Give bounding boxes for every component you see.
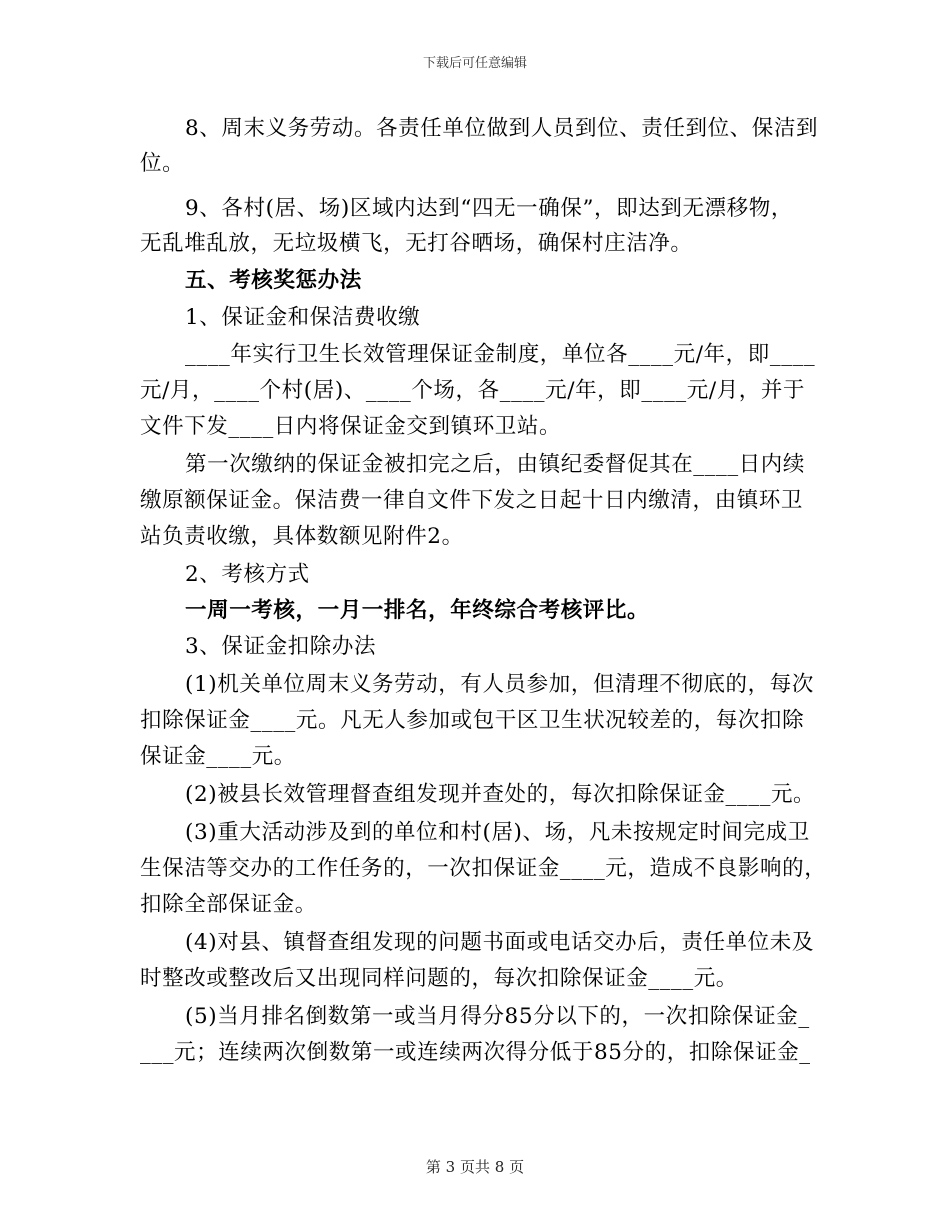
subsection-heading: 2、考核方式 [185,562,310,587]
paragraph-line: 扣除全部保证金。 [140,892,317,917]
section-heading: 五、考核奖惩办法 [185,268,362,293]
page-footer: 第 3 页共 8 页 [425,1158,525,1176]
paragraph-line: 扣除保证金____元。凡无人参加或包干区卫生状况较差的，每次扣除 [140,708,805,733]
paragraph-line: 无乱堆乱放，无垃圾横飞，无打谷晒场，确保村庄洁净。 [140,231,693,256]
paragraph-line: 保证金____元。 [140,744,296,769]
paragraph-line: 元/月，____个村(居)、____个场，各____元/年，即____元/月，并于 [140,378,806,403]
paragraph-line: 第一次缴纳的保证金被扣完之后，由镇纪委督促其在____日内续 [185,452,806,477]
paragraph-line: 缴原额保证金。保洁费一律自文件下发之日起十日内缴清，由镇环卫 [140,488,804,513]
paragraph-line: 生保洁等交办的工作任务的，一次扣保证金____元，造成不良影响的， [140,856,827,881]
paragraph-line: ___元；连续两次倒数第一或连续两次得分低于85分的，扣除保证金_ [140,1040,811,1065]
paragraph-line: 文件下发____日内将保证金交到镇环卫站。 [140,414,562,439]
paragraph-line: 位。 [140,151,185,176]
paragraph-line: 时整改或整改后又出现同样问题的，每次扣除保证金____元。 [140,966,738,991]
paragraph-line: ____年实行卫生长效管理保证金制度，单位各____元/年，即____ [185,342,816,367]
subsection-heading: 1、保证金和保洁费收缴 [185,305,421,330]
list-item-line: (5)当月排名倒数第一或当月得分85分以下的，一次扣除保证金_ [185,1004,810,1029]
paragraph-line: 8、周末义务劳动。各责任单位做到人员到位、责任到位、保洁到 [185,116,819,141]
bold-statement: 一周一考核，一月一排名，年终综合考核评比。 [185,598,650,623]
list-item-line: (3)重大活动涉及到的单位和村(居)、场，凡未按规定时间完成卫 [185,820,810,845]
subsection-heading: 3、保证金扣除办法 [185,634,377,659]
page-header: 下载后可任意编辑 [422,56,527,71]
list-item-line: (4)对县、镇督查组发现的问题书面或电话交办后，责任单位未及 [185,930,814,955]
paragraph-line: 9、各村(居、场)区域内达到“四无一确保”，即达到无漂移物， [185,196,793,221]
list-item-line: (2)被县长效管理督查组发现并查处的，每次扣除保证金____元。 [185,782,816,807]
list-item-line: (1)机关单位周末义务劳动，有人员参加，但清理不彻底的，每次 [185,672,814,697]
paragraph-line: 站负责收缴，具体数额见附件2。 [140,524,464,549]
